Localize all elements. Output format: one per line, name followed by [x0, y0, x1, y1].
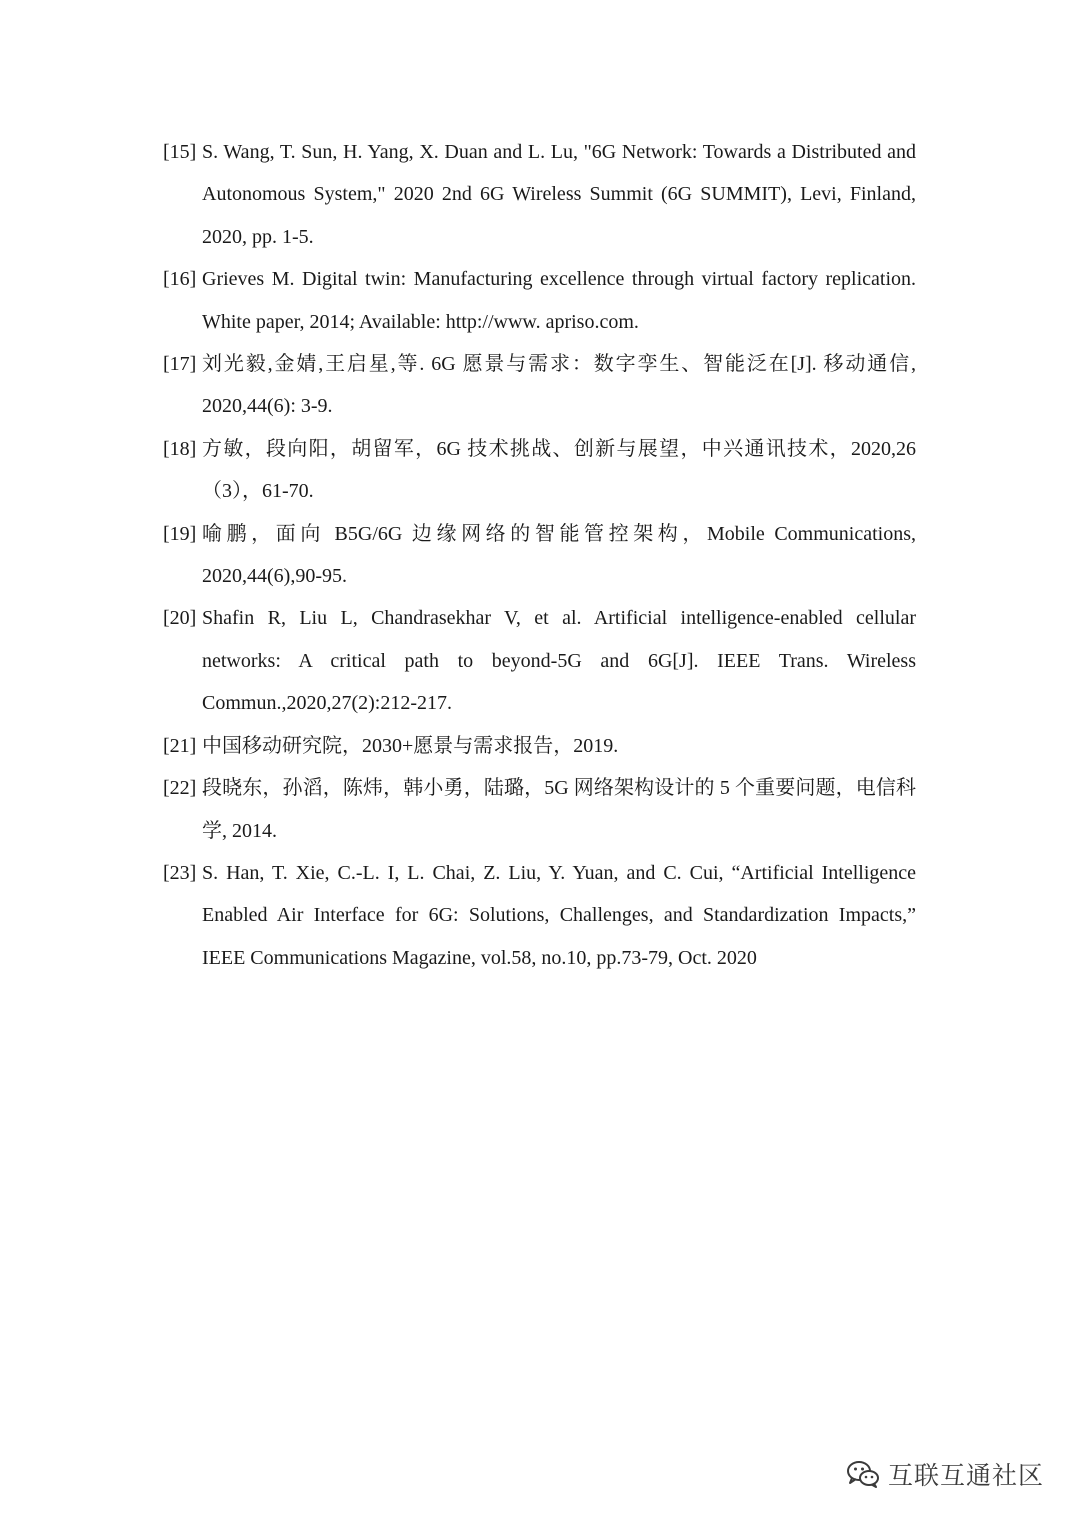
reference-text: 刘光毅,金婧,王启星,等. 6G 愿景与需求：数字孪生、智能泛在[J]. 移动通信, 2020,44(6): 3-9.	[202, 353, 916, 418]
reference-number: [18]	[163, 437, 197, 460]
reference-item	[163, 513, 916, 598]
reference-number: [21]	[163, 734, 197, 757]
reference-text: Grieves M. Digital twin: Manufacturing excellence through virtual factory replication. White paper, 2014; Available: http://www. apriso.com.	[202, 268, 916, 333]
reference-number: [16]	[163, 268, 197, 291]
reference-number: [22]	[163, 777, 197, 800]
reference-number: [20]	[163, 607, 197, 630]
reference-item	[163, 597, 916, 724]
reference-item	[163, 131, 916, 258]
reference-text: 段晓东，孙滔，陈炜，韩小勇，陆璐，5G 网络架构设计的 5 个重要问题，电信科学, 2014.	[202, 777, 916, 842]
reference-item	[163, 343, 916, 428]
reference-number: [15]	[163, 141, 197, 163]
reference-number: [19]	[163, 522, 197, 545]
reference-number: [17]	[163, 353, 197, 376]
reference-list	[163, 131, 916, 979]
wechat-icon	[846, 1460, 880, 1488]
reference-item	[163, 852, 916, 979]
reference-item	[163, 428, 916, 513]
reference-text: Shafin R, Liu L, Chandrasekhar V, et al. Artificial intelligence-enabled cellular networks: A critical path to beyond-5G and 6G[J]. IEEE Trans. Wireless Commun.,2020,27(2):212-217.	[202, 607, 916, 715]
reference-item	[163, 258, 916, 343]
reference-text: 喻鹏，面向 B5G/6G 边缘网络的智能管控架构，Mobile Communications, 2020,44(6),90-95.	[202, 522, 916, 588]
reference-item	[163, 767, 916, 852]
reference-item	[163, 725, 916, 767]
reference-text: S. Han, T. Xie, C.-L. I, L. Chai, Z. Liu, Y. Yuan, and C. Cui, “Artificial Intelligence Enabled Air Interface for 6G: Solutions, Challenges, and Standardization Impacts,” IEEE Communications Magazine, vol.58, no.10, pp.73-79, Oct. 2020	[202, 861, 916, 969]
reference-text: 中国移动研究院，2030+愿景与需求报告，2019.	[202, 734, 619, 757]
watermark-label: 互联互通社区	[887, 1461, 1044, 1490]
reference-text: S. Wang, T. Sun, H. Yang, X. Duan and L. Lu, "6G Network: Towards a Distributed and Autonomous System," 2020 2nd 6G Wireless Summit (6G SUMMIT), Levi, Finland, 2020, pp. 1-5.	[202, 141, 916, 248]
reference-number: [23]	[163, 861, 197, 884]
reference-text: 方敏，段向阳，胡留军，6G 技术挑战、创新与展望，中兴通讯技术，2020,26（3），61-70.	[202, 437, 916, 503]
watermark	[846, 1456, 1044, 1492]
